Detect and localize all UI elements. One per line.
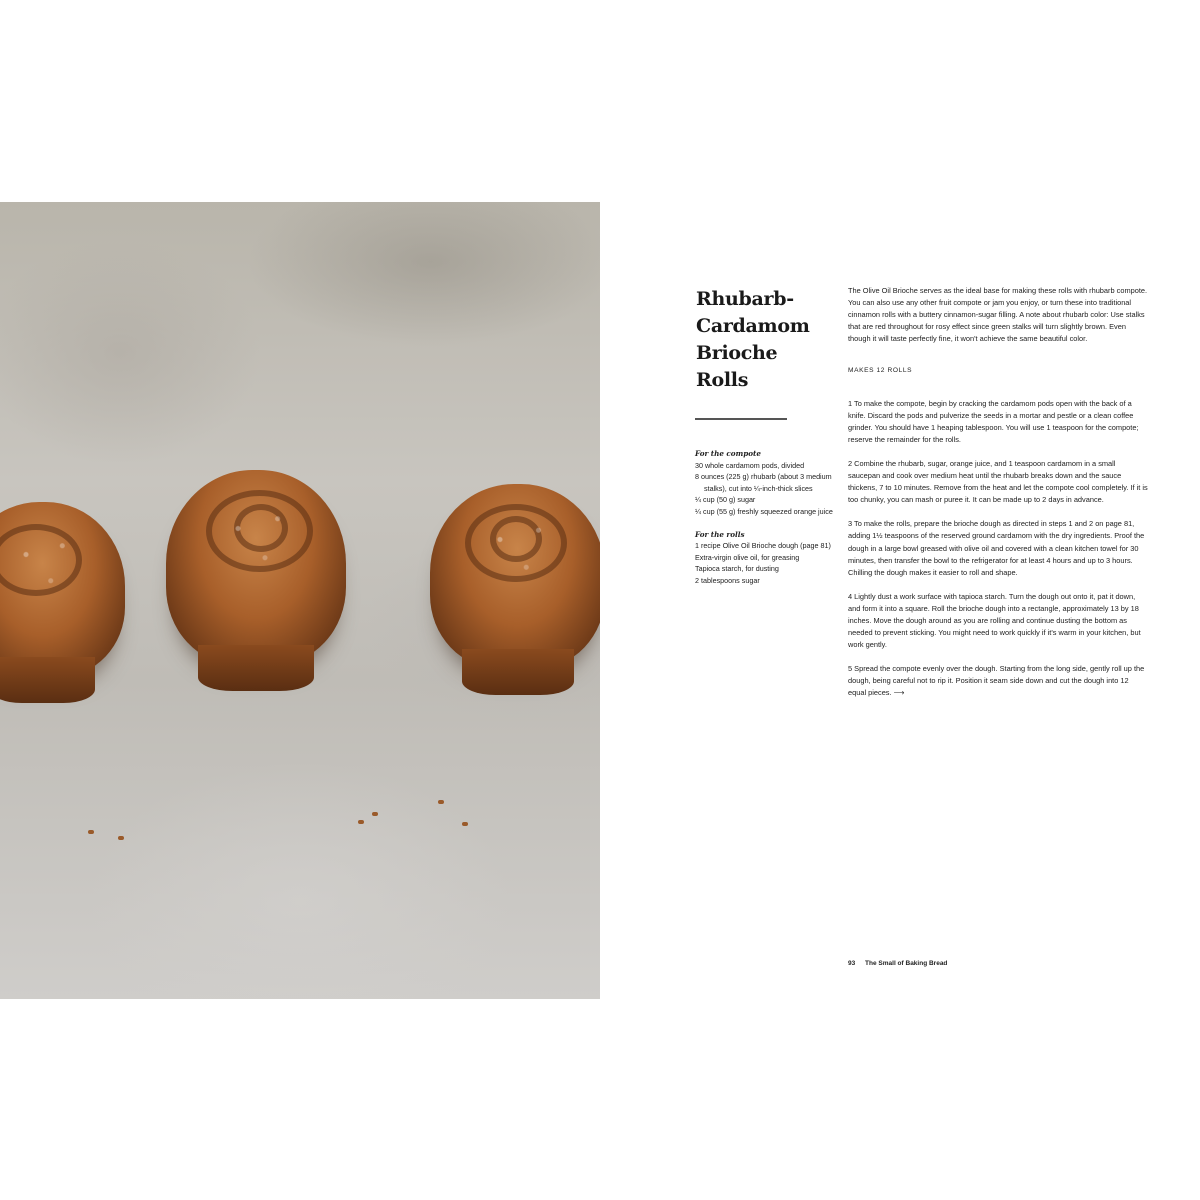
title-divider [695,418,787,420]
crumb [88,830,94,834]
recipe-yield: MAKES 12 ROLLS [848,367,913,375]
recipe-step: 5 Spread the compote evenly over the dough. Starting from the long side, gently roll up the dough, being careful not to rip it. Position it seam side down and cut the dough into 12 equal pieces. ⟶ [848,664,1145,698]
recipe-step: 3 To make the rolls, prepare the brioche dough as directed in steps 1 and 2 on page 81, adding 1½ teaspoons of the reserved ground cardamom with the dry ingredients. Proof the dough in a large bowl greased with olive oil and covered with a clean kitchen towel for 30 minutes, then transfer the bowl to the refrigerator for at least 4 hours and up to 3 hours. Chilling the dough makes it easier to roll and shape. [848,519,1145,577]
title-line: Rhubarb- [696,288,794,310]
ingredient-item: Tapioca starch, for dusting [695,564,779,574]
ingredient-item: Extra-virgin olive oil, for greasing [695,552,800,562]
recipe-step: 1 To make the compote, begin by cracking the cardamom pods open with the back of a knife. Discard the pods and pulverize the seeds in a mortar and pestle or a clean coffee grinder. You should have 1 heaping tablespoon. You will use 1 teaspoon for the compote; reserve the remainder for the rolls. [848,398,1139,444]
recipe-title [696,286,826,394]
ingredient-item: ¼ cup (55 g) freshly squeezed orange juice [695,506,833,516]
sugar-dusting [166,470,346,665]
recipe-body [848,285,1148,712]
recipe-step: 2 Combine the rhubarb, sugar, orange juice, and 1 teaspoon cardamom in a small saucepan and cook over medium heat until the rhubarb breaks down and the sauce thickens, 7 to 10 minutes. Remove from the heat and let the compote cool completely. If it is too chunky, you can mash or puree it. It can be made up to 2 days in advance. [848,458,1148,505]
brioche-roll-center [166,470,346,665]
crumb [118,836,124,840]
ingredient-item: 30 whole cardamom pods, divided [695,460,805,470]
ingredient-item: ¼ cup (50 g) sugar [695,495,756,505]
ingredient-item: 8 ounces (225 g) rhubarb (about 3 medium stalks), cut into ¼-inch-thick slices [695,472,832,493]
compote-heading: For the compote [695,449,761,458]
crumb [358,820,364,824]
brioche-roll-left [0,502,125,677]
sugar-dusting [430,484,600,669]
page-number: 93 [848,960,856,967]
title-line: Rolls [696,369,749,391]
recipe-step: 4 Lightly dust a work surface with tapioca starch. Turn the dough out onto it, pat it down, and form it into a square. Roll the brioche dough into a rectangle, approximately 13 by 18 inches. Move the dough around as you are rolling and continue dusting the bottom as needed to prevent sticking. You might need to work quickly if it's warm in your kitchen, but work gently. [848,591,1141,650]
sugar-dusting [0,502,125,677]
brioche-roll-right [430,484,600,669]
rolls-heading: For the rolls [695,529,745,539]
crumb [438,800,444,804]
recipe-intro: The Olive Oil Brioche serves as the ideal base for making these rolls with rhubarb compote. You can also use any other fruit compote or jam you enjoy, or turn these into traditional cinnamon rolls with a buttery cinnamon-sugar filling. A note about rhubarb color: Use stalks that are red throughout for rosy effect since green stalks will turn slightly brown. Even though it will taste perfectly fine, it won't achieve the same beautiful color. [848,286,1148,344]
ingredients-list [695,448,845,587]
title-line: Cardamom [696,315,810,337]
page-footer [848,960,947,967]
recipe-page [600,202,1200,999]
title-line: Brioche [696,342,778,364]
ingredient-item: 2 tablespoons sugar [695,575,760,585]
crumb [462,822,468,826]
brioche-rolls-photo [0,202,600,999]
ingredient-item: 1 recipe Olive Oil Brioche dough (page 81) [695,541,831,551]
book-title: The Small of Baking Bread [865,960,948,967]
crumb [372,812,378,816]
